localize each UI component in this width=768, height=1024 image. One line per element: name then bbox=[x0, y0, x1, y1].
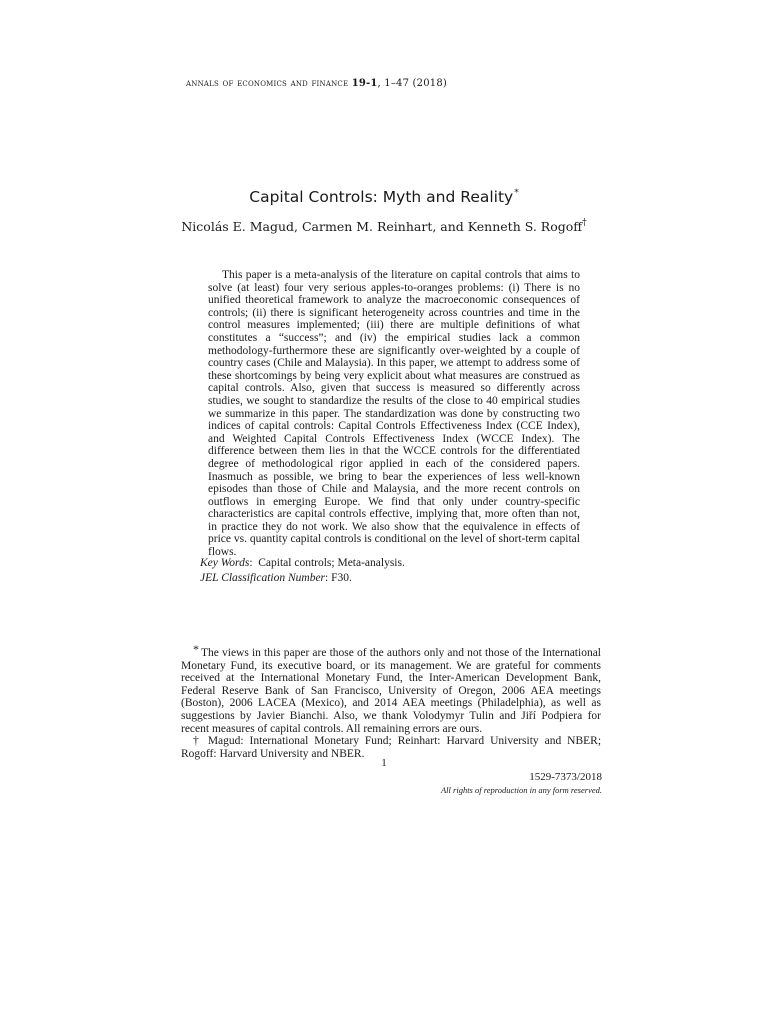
footnotes bbox=[181, 643, 601, 760]
paper-title bbox=[0, 188, 768, 206]
page-number: 1 bbox=[381, 757, 387, 769]
footnote-1-text: The views in this paper are those of the authors only and not those of the International Monetary Fund, its executive board, or its management. We are grateful for comments received at the International Monetary Fund, the Inter-American Development Bank, Federal Reserve Bank of San Francisco, University of Oregon, 2006 AEA meetings (Boston), 2006 LACEA (Mexico), and 2014 AEA meetings (Philadelphia), as well as suggestions by Javier Bianchi. Also, we thank Volodymyr Tulin and Jiří Podpiera for recent measures of capital controls. All remaining errors are ours. bbox=[181, 647, 601, 735]
issn: 1529-7373/2018 bbox=[529, 771, 602, 783]
volume-number: 19-1 bbox=[351, 78, 378, 89]
footnote-1 bbox=[181, 643, 601, 735]
jel-line: JEL Classification Number: F30. bbox=[200, 572, 352, 584]
paper-title-text: Capital Controls: Myth and Reality bbox=[249, 188, 514, 206]
keywords-label: Key Words bbox=[200, 557, 250, 569]
jel-value: F30. bbox=[331, 572, 352, 584]
abstract: This paper is a meta-analysis of the literature on capital controls that aims to solve (at least) four very serious apples-to-oranges problems: (i) There is no unified theoretical framework to analyze the macroeconomic consequences of controls; (ii) there is significant heterogeneity across countries and time in the control measures implemented; (iii) there are multiple definitions of what constitutes a “success”; and (iv) the empirical studies lack a common methodology-furthermore these are significantly over-weighted by a couple of country cases (Chile and Malaysia). In this paper, we attempt to address some of these shortcomings by being very explicit about what measures are construed as capital controls. Also, given that success is measured so differently across studies, we sought to standardize the results of the close to 40 empirical studies we summarize in this paper. The standardization was done by constructing two indices of capital controls: Capital Controls Effectiveness Index (CCE Index), and Weighted Capital Controls Effectiveness Index (WCCE Index). The difference between them lies in that the WCCE controls for the differentiated degree of methodological rigor applied in each of the considered papers. Inasmuch as possible, we bring to bear the experiences of less well-known episodes than those of Chile and Malaysia, and the more recent controls on outflows in emerging Europe. We find that only under country-specific characteristics are capital controls effective, implying that, more often than not, in practice they do not work. We also show that the equivalence in effects of price vs. quantity capital controls is conditional on the level of short-term capital flows. bbox=[208, 269, 580, 559]
author-list bbox=[0, 218, 768, 234]
footnote-1-mark: * bbox=[193, 642, 199, 656]
journal-name: annals of economics and finance bbox=[186, 77, 349, 89]
copyright-notice: All rights of reproduction in any form reserved. bbox=[440, 785, 602, 795]
title-footnote-mark: * bbox=[514, 188, 519, 198]
keywords-block bbox=[200, 556, 405, 586]
footnote-2-mark: † bbox=[193, 735, 202, 748]
jel-label: JEL Classification Number bbox=[200, 572, 326, 584]
keywords-value: Capital controls; Meta-analysis. bbox=[258, 557, 405, 569]
running-head bbox=[186, 77, 447, 89]
keywords-line: Key Words: Capital controls; Meta-analysis. bbox=[200, 557, 405, 569]
pages-year: , 1–47 (2018) bbox=[377, 78, 447, 89]
footnote-2-text: Magud: International Monetary Fund; Reinhart: Harvard University and NBER; Rogoff: Harvard University and NBER. bbox=[181, 735, 602, 760]
author-names: Nicolás E. Magud, Carmen M. Reinhart, and Kenneth S. Rogoff bbox=[181, 219, 583, 234]
author-footnote-mark: † bbox=[582, 218, 587, 228]
